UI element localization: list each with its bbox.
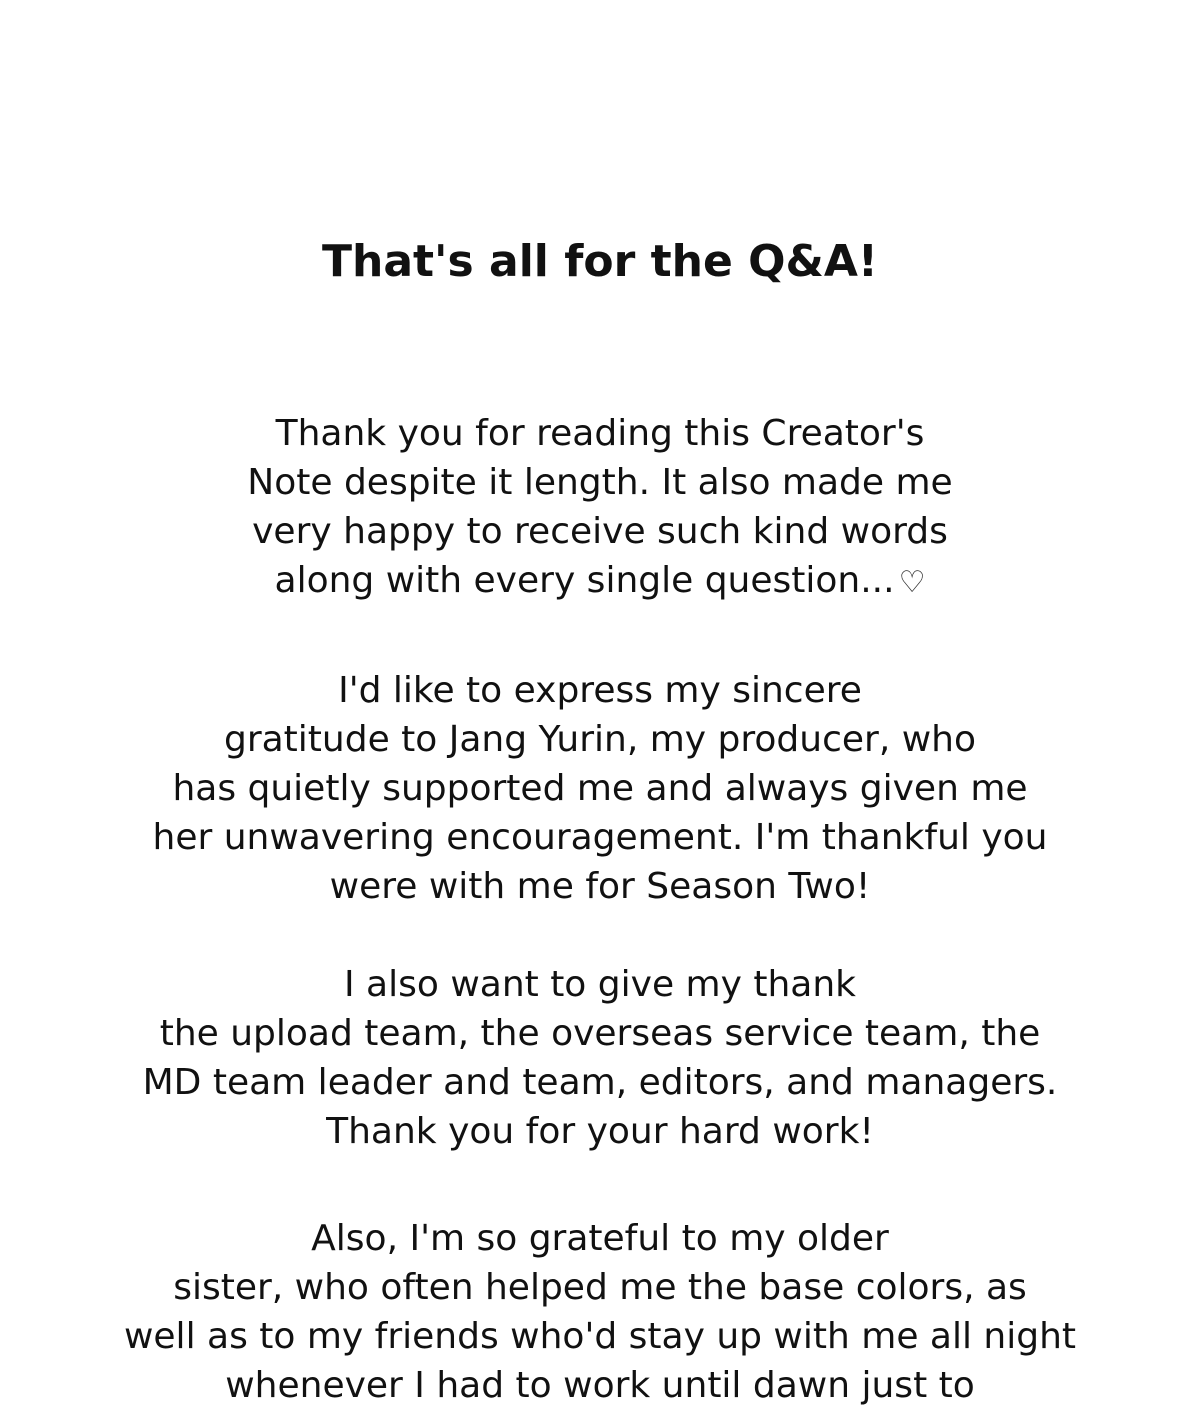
paragraph-line: the upload team, the overseas service team, the xyxy=(159,1013,1041,1054)
paragraph-line-with-heart xyxy=(0,556,1200,607)
paragraph-line: Note despite it length. It also made me xyxy=(247,462,953,503)
paragraph-line: Thank you for your hard work! xyxy=(326,1111,874,1152)
page-title: That's all for the Q&A! xyxy=(321,236,878,287)
paragraph-line: has quietly supported me and always given me xyxy=(172,768,1028,809)
paragraph-line: were with me for Season Two! xyxy=(329,866,871,907)
paragraph-line: I also want to give my thank xyxy=(343,964,857,1005)
paragraph-line: Also, I'm so grateful to my older xyxy=(311,1218,889,1259)
paragraph-line-text: along with every single question... xyxy=(274,560,895,601)
paragraph-thanks-family-friends xyxy=(0,1214,1200,1406)
paragraph-line: MD team leader and team, editors, and managers. xyxy=(142,1062,1058,1103)
paragraph-line: I'd like to express my sincere xyxy=(338,670,862,711)
paragraph-line: whenever I had to work until dawn just to xyxy=(225,1365,975,1406)
paragraph-thanks-teams xyxy=(0,960,1200,1156)
paragraph-line: Thank you for reading this Creator's xyxy=(275,413,925,454)
paragraph-line: sister, who often helped me the base colors, as xyxy=(173,1267,1027,1308)
paragraph-line: her unwavering encouragement. I'm thankful you xyxy=(152,817,1048,858)
heart-icon: ♡ xyxy=(898,565,926,600)
paragraph-line: very happy to receive such kind words xyxy=(252,511,948,552)
paragraph-thanks-readers xyxy=(0,409,1200,607)
paragraph-line: well as to my friends who'd stay up with me all night xyxy=(123,1316,1077,1357)
paragraph-line: gratitude to Jang Yurin, my producer, who xyxy=(223,719,977,760)
paragraph-thanks-producer xyxy=(0,666,1200,911)
